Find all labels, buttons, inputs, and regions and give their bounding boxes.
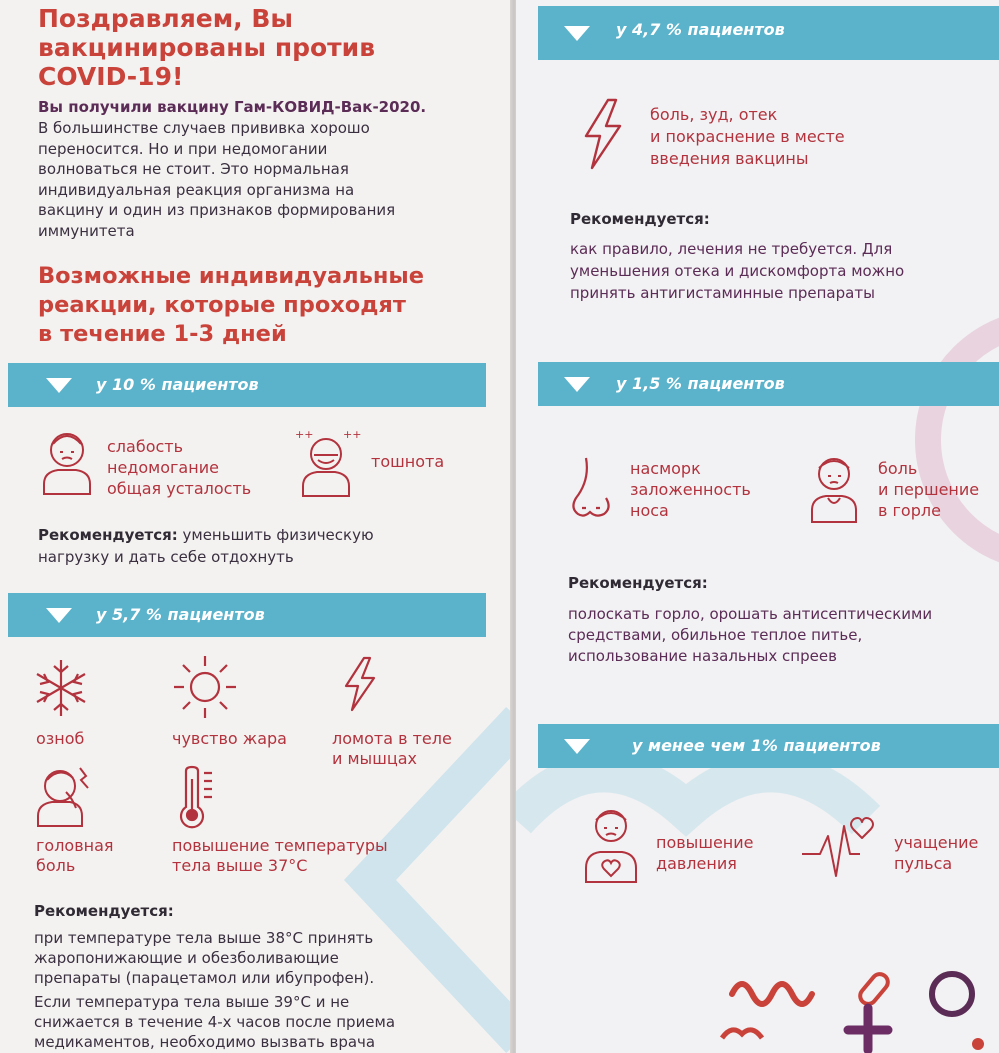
recommendation-10: Рекомендуется: уменьшить физическую нагрузку и дать себе отдохнуть <box>38 526 374 566</box>
recommendation-label-5-7: Рекомендуется: <box>34 902 174 920</box>
headache-icon <box>36 762 98 828</box>
recommendation-4-7: как правило, лечения не требуется. Для уменьшения отека и дискомфорта можно принять антигистаминные препараты <box>570 240 905 302</box>
right-page <box>516 0 999 1053</box>
symptom-nausea: тошнота <box>371 452 445 471</box>
recommendation-5-7-part2: Если температура тела выше 39°С и не снижается в течение 4-х часов после приема медикаментов, необходимо вызвать врача <box>34 993 396 1051</box>
band-10-percent: у 10 % пациентов <box>8 363 486 407</box>
snowflake-icon <box>32 658 90 718</box>
nose-icon <box>568 456 614 520</box>
heart-pulse-icon <box>800 816 884 884</box>
symptom-aches: ломота в теле и мышцах <box>332 729 452 768</box>
vaccine-line: Вы получили вакцину Гам-КОВИД-Вак-2020. <box>38 98 427 116</box>
symptom-heat: чувство жара <box>172 729 287 748</box>
reactions-title: Возможные индивидуальные реакции, которые проходят в течение 1-3 дней <box>38 263 425 347</box>
background-ring-decoration <box>876 310 999 590</box>
svg-text:++: ++ <box>343 428 362 441</box>
nausea-icon <box>295 428 362 498</box>
page-title: Поздравляем, Вы вакцинированы против COVID-19! <box>38 4 376 91</box>
injection-site-lightning-icon <box>578 98 626 170</box>
recommendation-1-5: полоскать горло, орошать антисептическими средствами, обильное теплое питье, использование назальных спреев <box>568 605 933 665</box>
weak-person-icon <box>40 428 94 496</box>
symptom-temperature: повышение температуры тела выше 37°С <box>172 836 388 875</box>
triangle-down-icon <box>564 739 590 754</box>
symptom-fast-pulse: учащение пульса <box>894 833 979 873</box>
sun-heat-icon <box>172 654 238 720</box>
triangle-down-icon <box>46 378 72 393</box>
symptom-sore-throat: боль и першение в горле <box>878 459 980 520</box>
symptom-high-pressure: повышение давления <box>656 833 754 873</box>
intro-text: В большинстве случаев прививка хорошо переносится. Но и при недомогании волноваться не стоит. Это нормальная индивидуальная реакция организма на вакцину и один из признаков формирования иммунитета <box>38 119 396 240</box>
symptom-injection-site: боль, зуд, отек и покраснение в месте введения вакцины <box>650 105 845 168</box>
symptom-chills: озноб <box>36 729 85 748</box>
band-under-1-percent: у менее чем 1% пациентов <box>538 724 999 768</box>
symptom-runny-nose: насморк заложенность носа <box>630 459 751 520</box>
recommendation-5-7-part1: при температуре тела выше 38°С принять жаропонижающие и обезболивающие препараты (парацетамол или ибупрофен). <box>34 929 375 987</box>
blood-pressure-person-icon <box>580 804 642 884</box>
recommendation-label-4-7: Рекомендуется: <box>570 210 710 228</box>
recommendation-label-1-5: Рекомендуется: <box>568 574 708 592</box>
triangle-down-icon <box>564 26 590 41</box>
band-5-7-percent: у 5,7 % пациентов <box>8 593 486 637</box>
band-1-5-percent: у 1,5 % пациентов <box>538 362 999 406</box>
symptom-weakness: слабость недомогание общая усталость <box>107 437 252 498</box>
triangle-down-icon <box>46 608 72 623</box>
lightning-aches-icon <box>340 656 378 712</box>
decorative-medical-glyphs <box>692 958 999 1053</box>
band-4-7-percent: у 4,7 % пациентов <box>538 6 999 60</box>
triangle-down-icon <box>564 377 590 392</box>
sore-throat-icon <box>808 452 860 524</box>
svg-text:++: ++ <box>295 428 314 441</box>
symptom-headache: головная боль <box>36 836 114 875</box>
thermometer-icon <box>176 765 220 829</box>
